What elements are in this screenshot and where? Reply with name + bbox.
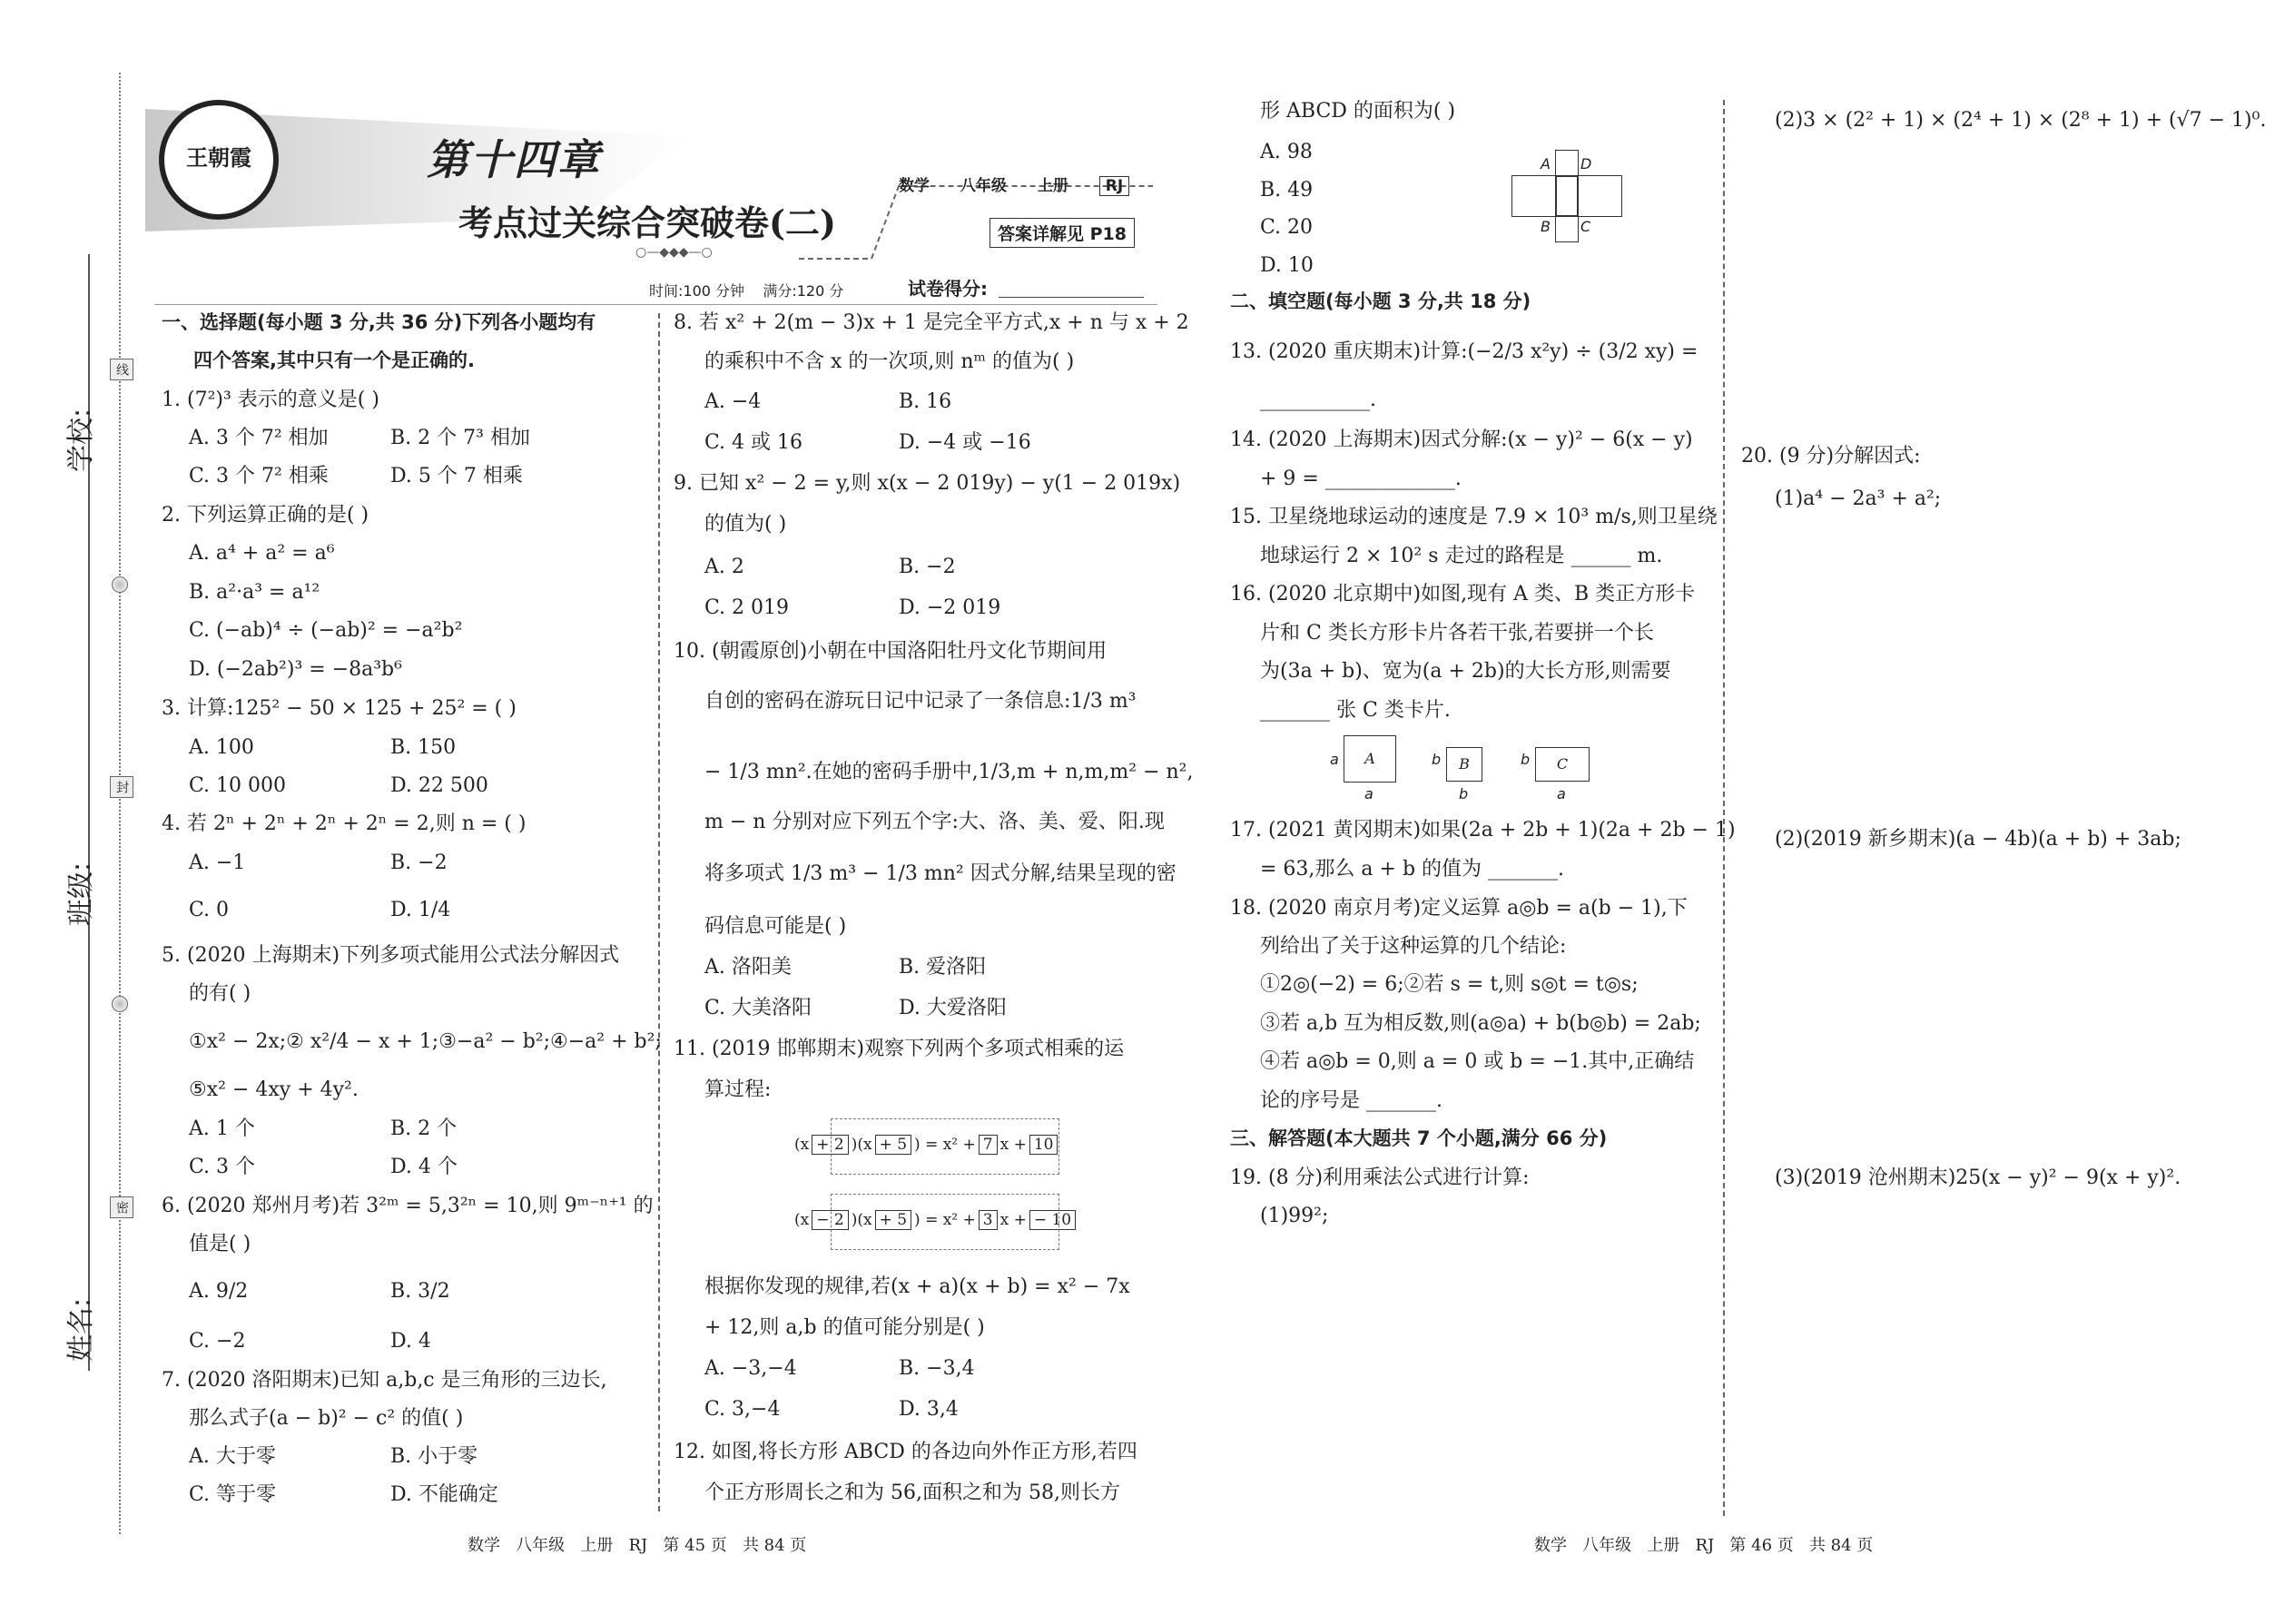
question-5: 5. (2020 上海期末)下列多项式能用公式法分解因式 <box>162 944 620 967</box>
fig16-card-a: A <box>1344 735 1396 782</box>
fig16-c-bottom: a <box>1557 785 1566 802</box>
q2-option-d: D. (−2ab²)³ = −8a³b⁶ <box>189 658 402 681</box>
q8-option-c: C. 4 或 16 <box>704 431 803 454</box>
figure-16 <box>1330 731 1620 812</box>
q6-option-b: B. 3/2 <box>390 1280 450 1303</box>
footer-left: 数学 八年级 上册 RJ 第 45 页 共 84 页 <box>468 1536 807 1555</box>
q4-option-a: A. −1 <box>189 851 246 874</box>
q11-option-b: B. −3,4 <box>899 1357 975 1380</box>
question-1: 1. (7²)³ 表示的意义是( ) <box>162 389 379 411</box>
score-underline <box>999 297 1144 298</box>
question-17-cont: = 63,那么 a + b 的值为 _______. <box>1260 858 1565 881</box>
tag-edition: RJ <box>1099 176 1129 196</box>
fig11-dashed-frame <box>831 1194 1059 1250</box>
column-divider <box>658 313 660 1511</box>
question-10-l5: 将多项式 1/3 m³ − 1/3 mn² 因式分解,结果呈现的密 <box>704 862 1177 885</box>
q3-option-d: D. 22 500 <box>390 774 488 797</box>
question-18-l6: 论的序号是 _______. <box>1260 1089 1442 1112</box>
question-12-cont-2: 形 ABCD 的面积为( ) <box>1260 100 1456 123</box>
question-9-cont: 的值为( ) <box>704 513 787 536</box>
time-score: 时间:100 分钟 满分:120 分 <box>649 282 844 300</box>
section-heading-fill: 二、填空题(每小题 3 分,共 18 分) <box>1230 290 1531 312</box>
fig12-square-top <box>1555 150 1579 177</box>
question-18-l5: ④若 a◎b = 0,则 a = 0 或 b = −1.其中,正确结 <box>1260 1050 1695 1073</box>
fig11-text: )(x <box>851 1211 872 1229</box>
header-rule <box>154 304 1157 305</box>
q2-option-b: B. a²·a³ = a¹² <box>189 581 320 604</box>
question-10-l4: m − n 分别对应下列五个字:大、洛、美、爱、阳.现 <box>704 811 1165 833</box>
fig11-box: 10 <box>1029 1135 1058 1155</box>
title-dots-icon: ○—◆◆◆—○ <box>635 245 713 260</box>
q7-option-d: D. 不能确定 <box>390 1483 498 1506</box>
q5-option-b: B. 2 个 <box>390 1117 458 1140</box>
question-19-part-2: (2)3 × (2² + 1) × (2⁴ + 1) × (2⁸ + 1) + (√7 − 1)⁰. <box>1775 109 2267 132</box>
q2-option-a: A. a⁴ + a² = a⁶ <box>189 542 335 565</box>
question-7: 7. (2020 洛阳期末)已知 a,b,c 是三角形的三边长, <box>162 1369 607 1392</box>
q6-option-c: C. −2 <box>189 1330 246 1353</box>
q7-option-c: C. 等于零 <box>189 1483 277 1506</box>
q2-option-c: C. (−ab)⁴ ÷ (−ab)² = −a²b² <box>189 619 463 642</box>
class-label: 班级: <box>65 861 97 926</box>
footer-right: 数学 八年级 上册 RJ 第 46 页 共 84 页 <box>1534 1536 1874 1555</box>
q12-option-c: C. 20 <box>1260 216 1314 239</box>
question-7-cont: 那么式子(a − b)² − c² 的值( ) <box>189 1407 464 1430</box>
question-16: 16. (2020 北京期中)如图,现有 A 类、B 类正方形卡 <box>1230 583 1696 605</box>
q3-option-b: B. 150 <box>390 736 457 759</box>
q7-option-b: B. 小于零 <box>390 1445 478 1468</box>
fig16-a-bottom: a <box>1364 785 1373 802</box>
question-16-l2: 片和 C 类长方形卡片各若干张,若要拼一个长 <box>1260 622 1654 645</box>
question-10-l3: − 1/3 mn².在她的密码手册中,1/3,m + n,m,m² − n², <box>704 761 1194 783</box>
q9-option-b: B. −2 <box>899 556 956 578</box>
fig16-card-b: B <box>1446 747 1482 782</box>
q10-option-a: A. 洛阳美 <box>704 956 792 979</box>
question-20-part-2: (2)(2019 新乡期末)(a − 4b)(a + b) + 3ab; <box>1775 828 2181 851</box>
q12-option-d: D. 10 <box>1260 254 1314 277</box>
q1-option-a: A. 3 个 7² 相加 <box>189 427 329 449</box>
q5-items: ①x² − 2x;② x²/4 − x + 1;③−a² − b²;④−a² + b²; <box>189 1030 662 1053</box>
question-15-cont: 地球运行 2 × 10² s 走过的路程是 ______ m. <box>1260 545 1663 567</box>
fig11-box: 7 <box>979 1135 998 1155</box>
q6-option-a: A. 9/2 <box>189 1280 249 1303</box>
binding-tag-line: 线 <box>110 359 133 380</box>
fig12-square-bottom <box>1555 215 1579 242</box>
section-heading-solve: 三、解答题(本大题共 7 个小题,满分 66 分) <box>1230 1127 1608 1149</box>
question-17: 17. (2021 黄冈期末)如果(2a + 2b + 1)(2a + 2b − 1) <box>1230 819 1736 842</box>
fig11-text: (x <box>794 1211 810 1229</box>
fig12-rectangle <box>1555 175 1579 217</box>
tag-grade: 八年级 <box>960 177 1007 195</box>
fig11-box: + 2 <box>812 1135 848 1155</box>
question-18-l3: ①2◎(−2) = 6;②若 s = t,则 s◎t = t◎s; <box>1260 973 1639 996</box>
q4-option-d: D. 1/4 <box>390 899 451 921</box>
tag-subject: 数学 <box>899 177 930 195</box>
name-label: 姓名: <box>65 1297 97 1362</box>
score-label: 试卷得分: <box>908 278 988 300</box>
question-6: 6. (2020 郑州月考)若 3²ᵐ = 5,3²ⁿ = 10,则 9ᵐ⁻ⁿ⁺¹ 的 <box>162 1195 654 1217</box>
question-9: 9. 已知 x² − 2 = y,则 x(x − 2 019y) − y(1 − 2 019x) <box>674 472 1181 495</box>
subject-tags <box>899 172 1129 195</box>
question-10-l6: 码信息可能是( ) <box>704 915 847 938</box>
q9-option-c: C. 2 019 <box>704 596 790 619</box>
q1-option-b: B. 2 个 7³ 相加 <box>390 427 530 449</box>
question-4: 4. 若 2ⁿ + 2ⁿ + 2ⁿ + 2ⁿ = 2,则 n = ( ) <box>162 812 527 835</box>
fig11-dashed-frame <box>831 1118 1059 1175</box>
fig11-text: x + <box>999 1211 1027 1229</box>
q12-option-a: A. 98 <box>1260 141 1313 163</box>
column-divider <box>1723 100 1725 1516</box>
q4-option-c: C. 0 <box>189 899 230 921</box>
q10-option-b: B. 爱洛阳 <box>899 956 987 979</box>
question-20: 20. (9 分)分解因式: <box>1741 445 1921 468</box>
q5-items-cont: ⑤x² − 4xy + 4y². <box>189 1078 359 1101</box>
question-10-l2: 自创的密码在游玩日记中记录了一条信息:1/3 m³ <box>704 690 1137 713</box>
q8-option-d: D. −4 或 −16 <box>899 431 1031 454</box>
binding-tag-secret: 密 <box>110 1196 133 1218</box>
question-2: 2. 下列运算正确的是( ) <box>162 504 369 527</box>
fig11-text: x + <box>999 1136 1027 1154</box>
question-18: 18. (2020 南京月考)定义运算 a◎b = a(b − 1),下 <box>1230 897 1688 920</box>
q3-option-c: C. 10 000 <box>189 774 287 797</box>
question-15: 15. 卫星绕地球运动的速度是 7.9 × 10³ m/s,则卫星绕 <box>1230 506 1718 528</box>
question-12: 12. 如图,将长方形 ABCD 的各边向外作正方形,若四 <box>674 1441 1137 1463</box>
question-11-cont: 算过程: <box>704 1078 772 1101</box>
question-18-l2: 列给出了关于这种运算的几个结论: <box>1260 935 1567 958</box>
section-heading-choice: 一、选择题(每小题 3 分,共 36 分)下列各小题均有 <box>162 311 596 333</box>
q5-option-c: C. 3 个 <box>189 1156 256 1178</box>
question-12-cont: 个正方形周长之和为 56,面积之和为 58,则长方 <box>704 1481 1120 1504</box>
question-13-blank: ___________. <box>1260 389 1376 411</box>
q3-option-a: A. 100 <box>189 736 254 759</box>
q11-option-a: A. −3,−4 <box>704 1357 797 1380</box>
q11-option-c: C. 3,−4 <box>704 1398 781 1421</box>
binding-hole-icon <box>112 996 128 1012</box>
logo-text: 王朝霞 <box>186 144 251 171</box>
section-heading-choice-cont: 四个答案,其中只有一个是正确的. <box>193 349 475 371</box>
q11-option-d: D. 3,4 <box>899 1398 959 1421</box>
fig16-b-bottom: b <box>1459 785 1469 802</box>
fig16-c-side: b <box>1521 751 1531 768</box>
q5-option-d: D. 4 个 <box>390 1156 458 1178</box>
fig11-box: 3 <box>979 1210 998 1230</box>
fig12-label-b: B <box>1541 218 1551 235</box>
question-13: 13. (2020 重庆期末)计算:(−2/3 x²y) ÷ (3/2 xy) = <box>1230 340 1698 363</box>
binding-tag-seal: 封 <box>110 776 133 798</box>
q7-option-a: A. 大于零 <box>189 1445 276 1468</box>
q9-option-d: D. −2 019 <box>899 596 1001 619</box>
question-19: 19. (8 分)利用乘法公式进行计算: <box>1230 1166 1530 1189</box>
fig12-label-a: A <box>1541 155 1551 172</box>
fig11-box: + 5 <box>875 1135 911 1155</box>
binding-dotted-line <box>119 73 121 1534</box>
question-3: 3. 计算:125² − 50 × 125 + 25² = ( ) <box>162 697 517 720</box>
fig16-card-c: C <box>1535 747 1590 782</box>
fig11-text: ) = x² + <box>914 1211 976 1229</box>
q10-option-c: C. 大美洛阳 <box>704 997 812 1019</box>
question-11-rule: 根据你发现的规律,若(x + a)(x + b) = x² − 7x <box>704 1275 1130 1298</box>
logo-seal <box>159 100 279 220</box>
figure-12 <box>1511 150 1620 241</box>
fig16-b-side: b <box>1432 751 1442 768</box>
question-19-part-1: (1)99²; <box>1260 1205 1329 1227</box>
tag-volume: 上册 <box>1037 177 1068 195</box>
chapter-title: 第十四章 <box>427 135 601 184</box>
q5-option-a: A. 1 个 <box>189 1117 255 1140</box>
question-10: 10. (朝霞原创)小朝在中国洛阳牡丹文化节期间用 <box>674 640 1108 663</box>
question-8: 8. 若 x² + 2(m − 3)x + 1 是完全平方式,x + n 与 x + 2 <box>674 311 1189 334</box>
question-16-l3: 为(3a + b)、宽为(a + 2b)的大长方形,则需要 <box>1260 660 1671 683</box>
q8-option-b: B. 16 <box>899 390 952 413</box>
q12-option-b: B. 49 <box>1260 179 1314 202</box>
q6-option-d: D. 4 <box>390 1330 431 1353</box>
school-label: 学校: <box>65 408 97 472</box>
question-20-part-3: (3)(2019 沧州期末)25(x − y)² − 9(x + y)². <box>1775 1166 2181 1189</box>
question-20-part-1: (1)a⁴ − 2a³ + a²; <box>1775 487 1942 510</box>
q9-option-a: A. 2 <box>704 556 744 578</box>
fig11-text: )(x <box>851 1136 872 1154</box>
fig12-label-d: D <box>1580 155 1592 172</box>
q8-option-a: A. −4 <box>704 390 762 413</box>
answer-ref: 答案详解见 P18 <box>989 218 1135 248</box>
fig11-box: − 2 <box>812 1210 848 1230</box>
fig12-square-left <box>1511 175 1557 217</box>
question-8-cont: 的乘积中不含 x 的一次项,则 nᵐ 的值为( ) <box>704 350 1075 373</box>
question-11: 11. (2019 邯郸期末)观察下列两个多项式相乘的运 <box>674 1038 1125 1060</box>
fig11-text: (x <box>794 1136 810 1154</box>
binding-hole-icon <box>112 576 128 593</box>
question-5-cont: 的有( ) <box>189 982 251 1005</box>
fig12-square-right <box>1577 175 1622 217</box>
question-14: 14. (2020 上海期末)因式分解:(x − y)² − 6(x − y) <box>1230 428 1693 451</box>
fig16-a-side: a <box>1330 751 1339 768</box>
question-16-l4: _______ 张 C 类卡片. <box>1260 699 1451 722</box>
fig11-text: ) = x² + <box>914 1136 976 1154</box>
question-14-cont: + 9 = _____________. <box>1260 468 1462 490</box>
fig11-box: + 5 <box>875 1210 911 1230</box>
q10-option-d: D. 大爱洛阳 <box>899 997 1007 1019</box>
question-6-cont: 值是( ) <box>189 1233 251 1255</box>
fig11-box: − 10 <box>1029 1210 1076 1230</box>
fig12-label-c: C <box>1580 218 1591 235</box>
q4-option-b: B. −2 <box>390 851 448 874</box>
q1-option-d: D. 5 个 7 相乘 <box>390 465 523 487</box>
paper-title: 考点过关综合突破卷(二) <box>458 202 836 243</box>
question-11-rule-cont: + 12,则 a,b 的值可能分别是( ) <box>704 1316 985 1339</box>
question-18-l4: ③若 a,b 互为相反数,则(a◎a) + b(b◎b) = 2ab; <box>1260 1012 1701 1035</box>
q1-option-c: C. 3 个 7² 相乘 <box>189 465 329 487</box>
